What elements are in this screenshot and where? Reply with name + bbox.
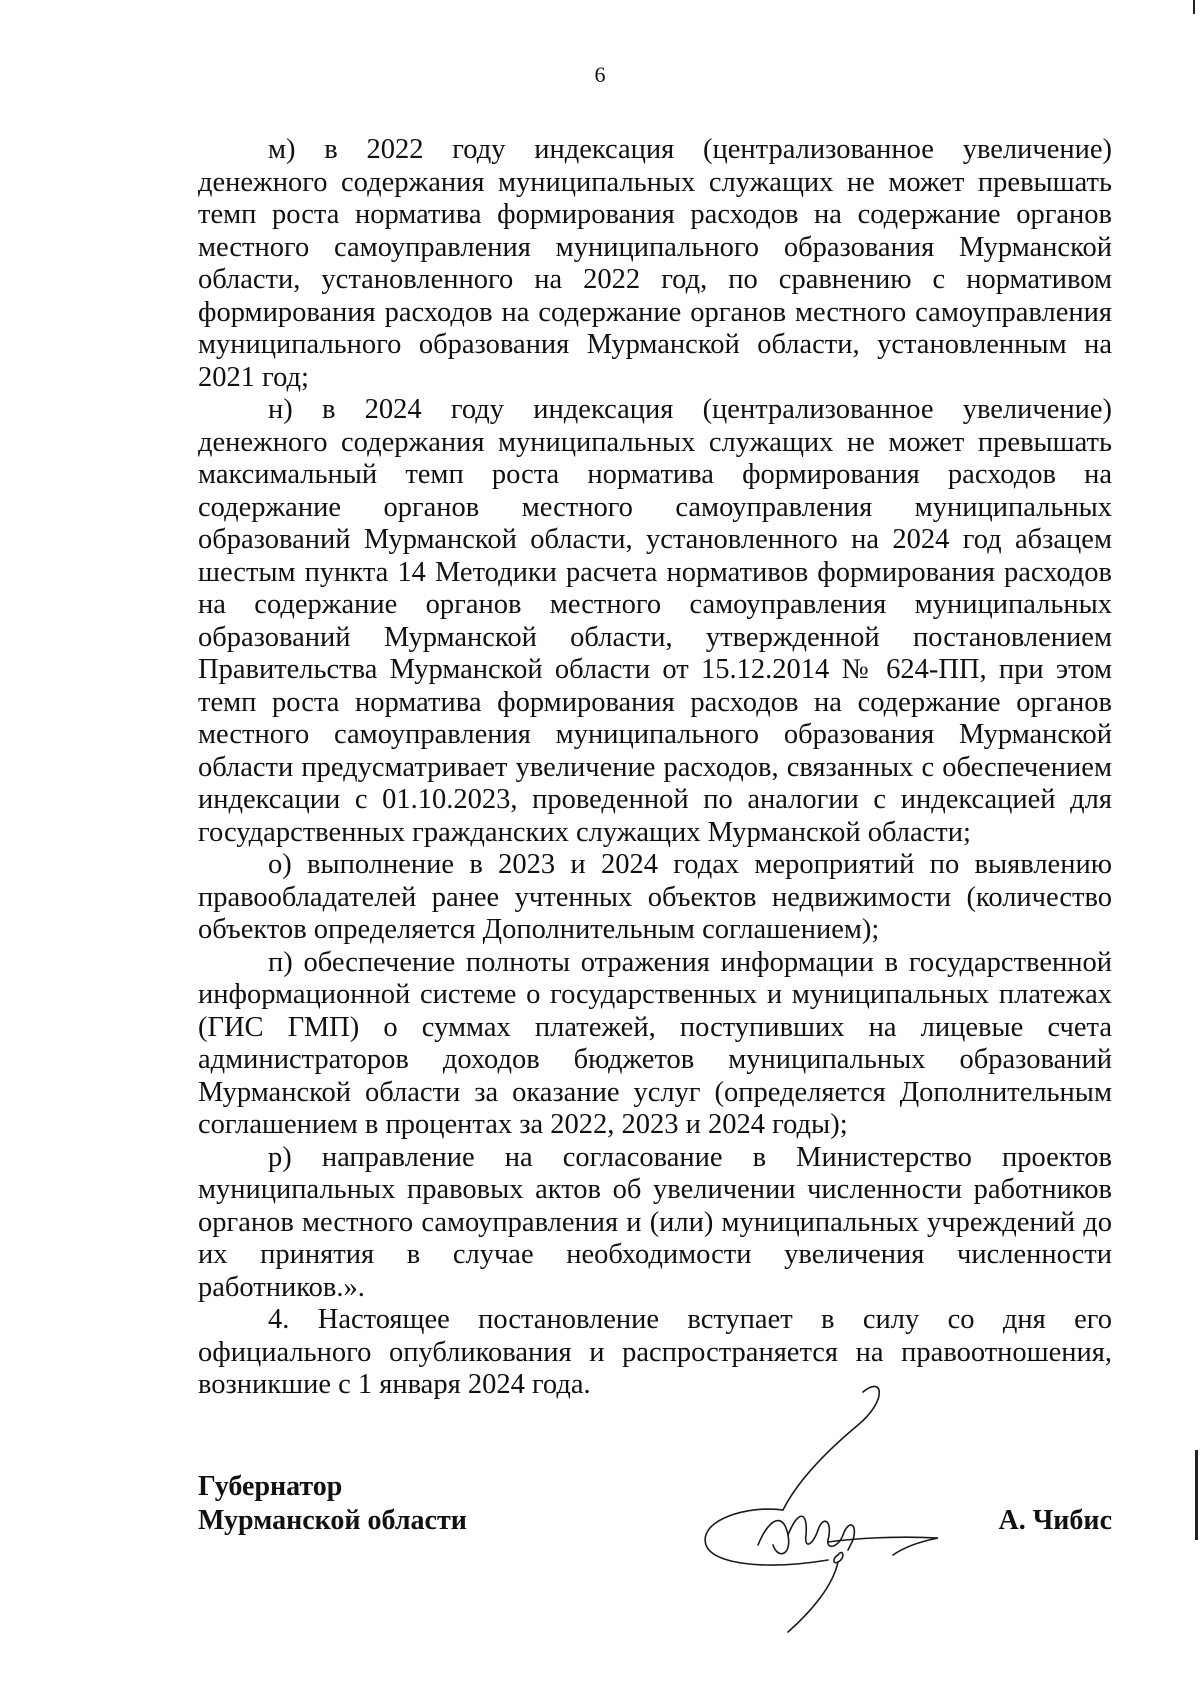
scan-edge-mark [1195,1450,1198,1540]
paragraph-4: 4. Настоящее постановление вступает в силу со дня его официального опубликования и распространяется на правоотношения, возникшие с 1 января 2024 года. [198,1304,1112,1400]
page-number: 6 [594,62,606,87]
signer-title [198,1470,467,1538]
paragraph-o: о) выполнение в 2023 и 2024 годах мероприятий по выявлению правообладателей ранее учтенных объектов недвижимости (количество объектов определяется Дополнительным соглашением); [198,849,1112,945]
signature-block [198,1470,1112,1640]
paragraph-n: н) в 2024 году индексация (централизованное увеличение) денежного содержания муниципальных служащих не может превышать максимальный темп роста норматива формирования расходов на содержание органов местного самоуправления муниципальных образований Мурманской области, установленного на 2024 год абзацем шестым пункта 14 Методики расчета нормативов формирования расходов на содержание органов местного самоуправления муниципальных образований Мурманской области, утвержденной постановлением Правительства Мурманской области от 15.12.2014 № 624-ПП, при этом темп роста норматива формирования расходов на содержание органов местного самоуправления муниципального образования Мурманской области предусматривает увеличение расходов, связанных с обеспечением индексации с 01.10.2023, проведенной по аналогии с индексацией для государственных гражданских служащих Мурманской области; [198,394,1112,848]
signer-name: А. Чибис [998,1505,1112,1536]
paragraph-m: м) в 2022 году индексация (централизованное увеличение) денежного содержания муниципальных служащих не может превышать темп роста норматива формирования расходов на содержание органов местного самоуправления муниципального образования Мурманской области, установленного на 2022 год, по сравнению с нормативом формирования расходов на содержание органов местного самоуправления муниципального образования Мурманской области, установленным на 2021 год; [198,134,1112,393]
signer-title-line1: Губернатор [198,1471,343,1502]
document-body [198,134,1112,1402]
signer-title-line2: Мурманской области [198,1505,467,1536]
handwritten-signature [688,1370,968,1650]
scan-edge-mark [1193,0,1195,14]
paragraph-p: п) обеспечение полноты отражения информации в государственной информационной системе о государственных и муниципальных платежах (ГИС ГМП) о суммах платежей, поступивших на лицевые счета администраторов доходов бюджетов муниципальных образований Мурманской области за оказание услуг (определяется Дополнительным соглашением в процентах за 2022, 2023 и 2024 годы); [198,946,1112,1140]
paragraph-r: р) направление на согласование в Министерство проектов муниципальных правовых актов об увеличении численности работников органов местного самоуправления и (или) муниципальных учреждений до их принятия в случае необходимости увеличения численности работников.». [198,1141,1112,1303]
